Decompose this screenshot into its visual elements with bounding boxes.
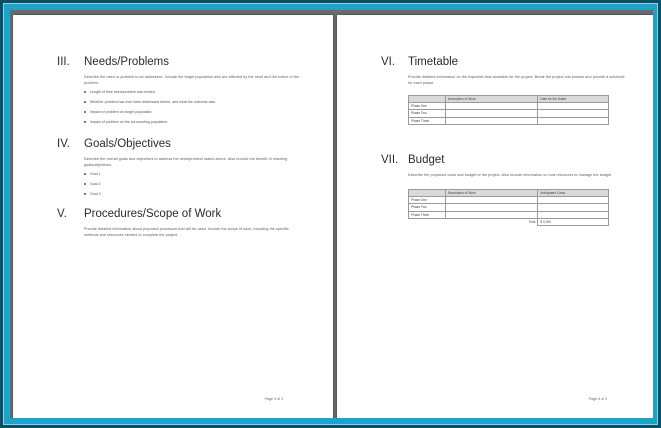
table-header-row — [409, 190, 609, 197]
section-heading — [381, 55, 627, 69]
table-row — [409, 211, 609, 218]
page-footer: Page 5 of 3 — [588, 397, 607, 401]
section-number: III. — [57, 56, 70, 68]
section-title: Timetable — [408, 56, 459, 68]
section-title: Goals/Objectives — [84, 138, 171, 150]
table-cell — [538, 117, 609, 124]
bullet-list — [84, 172, 303, 196]
list-item: Goal 2 — [84, 182, 303, 186]
section-body: Provide detailed information about proposed processes that will be used. Include the scope of work, including the specific methods and resources needed to complete the project. — [84, 227, 289, 238]
section-body: Provide detailed information on the expected time available for the project. Break the project into phases and provide a schedule for each phase. — [408, 75, 625, 86]
section-timetable — [381, 55, 627, 86]
section-goals-objectives — [57, 137, 303, 202]
table-total-row — [409, 218, 609, 225]
table-cell — [445, 117, 538, 124]
section-needs-problems — [57, 55, 303, 130]
table-row — [409, 197, 609, 204]
total-label: Total — [528, 220, 536, 225]
section-procedures-scope — [57, 207, 303, 238]
section-budget — [381, 153, 627, 178]
list-item: Impact of problem on the surrounding population — [84, 120, 303, 124]
section-body: Describe the overall goals and objectives to address the need/problem stated above. Also include the benefit of reaching goals/objectives. — [84, 157, 288, 168]
section-number: VII. — [381, 154, 399, 166]
list-item: Goal 1 — [84, 172, 303, 176]
table-header-cell: Description of Work — [445, 96, 538, 103]
table-cell: Phase One — [409, 103, 446, 110]
section-heading — [381, 153, 627, 167]
table-cell — [445, 197, 538, 204]
table-cell — [445, 103, 538, 110]
section-title: Procedures/Scope of Work — [84, 208, 222, 220]
table-header-cell — [409, 190, 446, 197]
table-header-cell: Description of Work — [445, 190, 538, 197]
section-body: Describe the need or problem to be addressed. Include the target population who are affected by the need and the extent of the problem. — [84, 75, 300, 86]
table-cell — [538, 103, 609, 110]
table-cell — [538, 110, 609, 117]
list-item: Length of time need/problem has existed — [84, 90, 303, 94]
table-row — [409, 117, 609, 124]
section-number: VI. — [381, 56, 396, 68]
list-item: Goal 3 — [84, 192, 303, 196]
table-cell: Phase Two — [409, 204, 446, 211]
table-cell — [445, 211, 538, 218]
section-title: Budget — [408, 154, 445, 166]
section-title: Needs/Problems — [84, 56, 170, 68]
table-cell — [538, 211, 609, 218]
section-number: IV. — [57, 138, 71, 150]
table-cell: Phase Three — [409, 211, 446, 218]
table-header-cell: Anticipated Costs — [538, 190, 609, 197]
document-page-left — [13, 15, 333, 418]
table-header-row — [409, 96, 609, 103]
section-heading — [57, 207, 303, 221]
table-cell — [445, 110, 538, 117]
document-page-right — [337, 15, 653, 418]
budget-table — [408, 189, 609, 226]
bullet-list — [84, 90, 303, 124]
section-heading — [57, 137, 303, 151]
table-cell: Phase Three — [409, 117, 446, 124]
table-row — [409, 204, 609, 211]
table-header-cell: Date for the Dates — [538, 96, 609, 103]
section-body: Describe the proposed costs and budget of the project. Also include information on how resources to manage the budget. — [408, 173, 613, 177]
section-number: V. — [57, 208, 67, 220]
table-cell — [445, 204, 538, 211]
timetable-table — [408, 95, 609, 125]
table-cell — [538, 204, 609, 211]
list-item: Impact of problem on target population — [84, 110, 303, 114]
window-frame — [3, 3, 658, 425]
table-cell: Phase Two — [409, 110, 446, 117]
document-viewport[interactable] — [10, 10, 653, 418]
total-value: $ 0,000 — [538, 218, 609, 225]
table-cell: Phase One — [409, 197, 446, 204]
list-item: Whether problem has ever been addressed before, and what the outcome was — [84, 100, 303, 104]
table-row — [409, 103, 609, 110]
page-footer: Page 4 of 3 — [264, 397, 283, 401]
section-heading — [57, 55, 303, 69]
table-row — [409, 110, 609, 117]
table-cell — [538, 197, 609, 204]
table-header-cell — [409, 96, 446, 103]
